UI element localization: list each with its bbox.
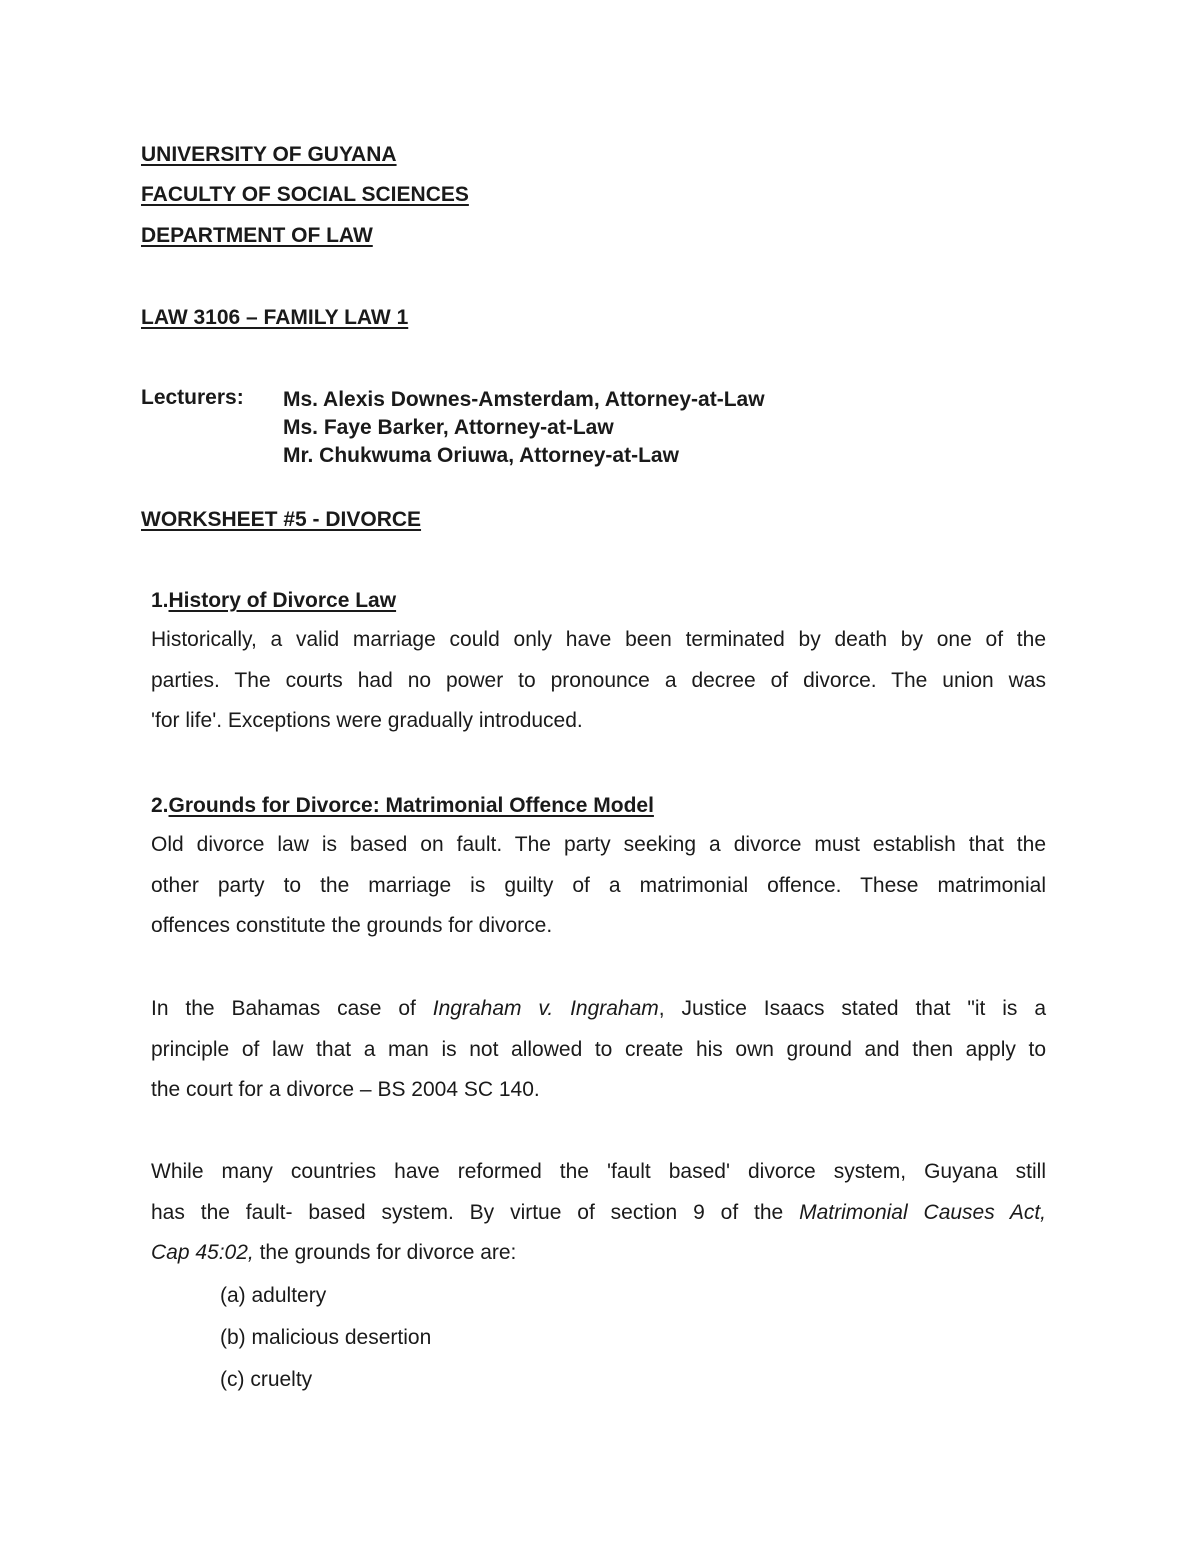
- paragraph-line: [151, 989, 1046, 1030]
- paragraph-line: other party to the marriage is guilty of a matrimonial offence. These matrimonial: [151, 873, 1046, 897]
- paragraph-line: [151, 1233, 1046, 1274]
- paragraph-line: principle of law that a man is not allowed to create his own ground and then apply to: [151, 1037, 1046, 1061]
- grounds-list: [220, 1275, 431, 1401]
- paragraph-line: Old divorce law is based on fault. The party seeking a divorce must establish that the: [151, 833, 1046, 856]
- text-run: has the fault- based system. By virtue of section 9 of the: [151, 1200, 800, 1224]
- section-title: Grounds for Divorce: Matrimonial Offence Model: [168, 794, 654, 817]
- reform-paragraph: [151, 1152, 1046, 1274]
- list-text: adultery: [245, 1284, 327, 1307]
- university-name: UNIVERSITY OF GUYANA: [141, 143, 397, 166]
- list-item: [220, 1359, 431, 1401]
- list-marker: (b): [220, 1326, 246, 1349]
- text-run: , Justice Isaacs stated that "it is a: [658, 997, 1046, 1020]
- list-marker: (c): [220, 1368, 245, 1391]
- paragraph-line: 'for life'. Exceptions were gradually introduced.: [151, 709, 583, 732]
- paragraph-line: [151, 1193, 1046, 1234]
- lecturer-name: Mr. Chukwuma Oriuwa, Attorney-at-Law: [283, 444, 679, 467]
- section-number: 1.: [151, 589, 169, 612]
- section-number: 2.: [151, 794, 169, 817]
- list-item: [220, 1317, 431, 1359]
- list-text: cruelty: [244, 1368, 313, 1391]
- department-name: DEPARTMENT OF LAW: [141, 224, 373, 247]
- paragraph-line: While many countries have reformed the 'fault based' divorce system, Guyana still: [151, 1160, 1046, 1183]
- section-1-paragraph: [151, 620, 1046, 742]
- statute-cap: Cap 45:02,: [151, 1241, 254, 1264]
- section-title: History of Divorce Law: [168, 589, 397, 612]
- text-run: In the Bahamas case of: [151, 997, 433, 1020]
- section-1-heading: [151, 589, 396, 613]
- lecturer-name: Ms. Faye Barker, Attorney-at-Law: [283, 416, 614, 439]
- faculty-name: FACULTY OF SOCIAL SCIENCES: [141, 183, 469, 206]
- list-item: [220, 1275, 431, 1317]
- worksheet-title: WORKSHEET #5 - DIVORCE: [141, 508, 422, 531]
- paragraph-line: Historically, a valid marriage could only have been terminated by death by one of the: [151, 628, 1046, 651]
- case-paragraph: [151, 989, 1046, 1111]
- paragraph-line: the court for a divorce – BS 2004 SC 140.: [151, 1078, 540, 1101]
- lecturer-name: Ms. Alexis Downes-Amsterdam, Attorney-at-Law: [283, 388, 765, 411]
- paragraph-line: offences constitute the grounds for divorce.: [151, 914, 553, 937]
- lecturers-list: [283, 386, 765, 470]
- section-2-paragraph: [151, 825, 1046, 947]
- list-marker: (a): [220, 1284, 246, 1307]
- statute-name: Matrimonial Causes Act,: [799, 1200, 1047, 1224]
- paragraph-line: parties. The courts had no power to pronounce a decree of divorce. The union was: [151, 668, 1046, 692]
- lecturers-label: Lecturers:: [141, 386, 244, 409]
- section-2-heading: [151, 794, 654, 818]
- course-title: LAW 3106 – FAMILY LAW 1: [141, 306, 409, 329]
- text-run: the grounds for divorce are:: [253, 1241, 517, 1264]
- list-text: malicious desertion: [245, 1326, 432, 1349]
- case-name: Ingraham v. Ingraham: [432, 997, 659, 1020]
